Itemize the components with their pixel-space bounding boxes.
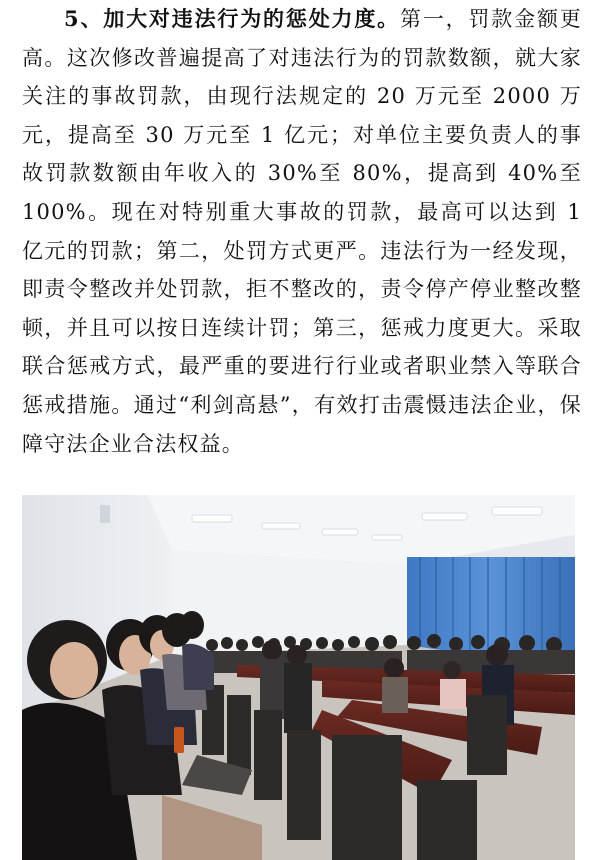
article bbox=[22, 0, 582, 463]
paragraph-body: 第一，罚款金额更高。这次修改普遍提高了对违法行为的罚款数额，就大家关注的事故罚款，由现行法规定的 20 万元至 2000 万元，提高至 30 万元至 1 亿元；对单位主要负责人的事故罚款数额由年收入的 30%至 80%，提高到 40%至 100%。现在对特别重大事故的罚款，最高可以达到 1 亿元的罚款；第二，处罚方式更严。违法行为一经发现，即责令整改并处罚款，拒不整改的，责令停产停业整改整顿，并且可以按日连续计罚；第三，惩戒力度更大。采取联合惩戒方式，最严重的要进行行业或者职业禁入等联合惩戒措施。通过“利剑高悬”，有效打击震慑违法企业，保障守法企业合法权益。 bbox=[22, 7, 582, 456]
section-heading: 5、加大对违法行为的惩处力度。 bbox=[64, 6, 400, 31]
meeting-photo-illustration bbox=[22, 495, 575, 860]
meeting-room-photo bbox=[22, 495, 575, 860]
paragraph bbox=[22, 0, 582, 463]
